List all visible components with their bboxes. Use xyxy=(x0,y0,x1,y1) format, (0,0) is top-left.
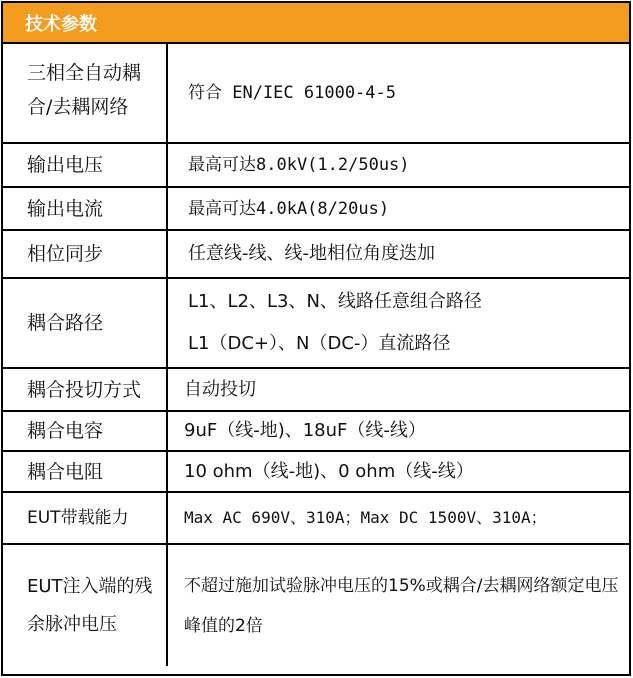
table-row xyxy=(3,412,629,452)
row-value-text: 10 ohm（线-地)、0 ohm（线-线） xyxy=(184,460,474,482)
row-label-text: 耦合电阻 xyxy=(27,460,104,483)
row-label xyxy=(3,493,168,543)
row-value-text: 自动投切 xyxy=(184,378,256,400)
row-label-text: 输出电流 xyxy=(27,197,104,220)
row-value xyxy=(168,369,629,410)
table-row xyxy=(3,144,629,188)
header-title: 技术参数 xyxy=(25,13,97,35)
table-row xyxy=(3,44,629,144)
row-value xyxy=(168,44,629,142)
row-label-text: 耦合电容 xyxy=(27,420,104,442)
row-value xyxy=(168,144,629,186)
row-label xyxy=(3,545,168,666)
row-value xyxy=(168,231,629,277)
row-label-text: EUT注入端的残余脉冲电压 xyxy=(27,575,153,635)
spec-table xyxy=(1,1,631,676)
table-row xyxy=(3,231,629,279)
row-label xyxy=(3,188,168,229)
row-label xyxy=(3,44,168,142)
row-value-text: 不超过施加试验脉冲电压的15%或耦合/去耦网络额定电压峰值的2倍 xyxy=(184,575,619,636)
row-label-text: 耦合路径 xyxy=(27,312,104,334)
table-row xyxy=(3,493,629,545)
row-label-text: 输出电压 xyxy=(27,154,104,176)
row-value-text: Max AC 690V、310A；Max DC 1500V、310A； xyxy=(184,508,547,527)
row-label-text: 相位同步 xyxy=(27,243,104,265)
row-value-text: 符合 EN/IEC 61000-4-5 xyxy=(188,83,396,103)
table-row xyxy=(3,188,629,231)
row-label xyxy=(3,231,168,277)
row-value xyxy=(168,412,629,450)
row-value xyxy=(168,545,629,666)
row-label xyxy=(3,452,168,491)
table-header xyxy=(3,3,629,44)
row-value-text: 最高可达8.0kV(1.2/50us) xyxy=(188,155,410,175)
row-label xyxy=(3,412,168,450)
table-row xyxy=(3,545,629,666)
row-value-text: L1（DC+）、N（DC-）直流路径 xyxy=(188,333,451,354)
row-value-text: 最高可达4.0kA(8/20us) xyxy=(188,198,390,219)
row-value xyxy=(168,188,629,229)
row-value xyxy=(168,493,629,543)
row-value xyxy=(168,452,629,491)
row-label xyxy=(3,279,168,367)
row-value-text: L1、L2、L3、N、线路任意组合路径 xyxy=(188,291,482,312)
row-label xyxy=(3,369,168,410)
table-row xyxy=(3,369,629,412)
row-label-text: EUT带载能力 xyxy=(27,508,129,528)
row-label xyxy=(3,144,168,186)
row-label-text: 耦合投切方式 xyxy=(27,378,142,401)
row-value-text: 任意线-线、线-地相位角度迭加 xyxy=(188,243,435,264)
row-label-text: 三相全自动耦合/去耦网络 xyxy=(27,62,142,118)
table-row xyxy=(3,279,629,369)
table-row xyxy=(3,452,629,493)
row-value xyxy=(168,279,629,367)
row-value-text: 9uF（线-地)、18uF（线-线） xyxy=(184,420,426,441)
